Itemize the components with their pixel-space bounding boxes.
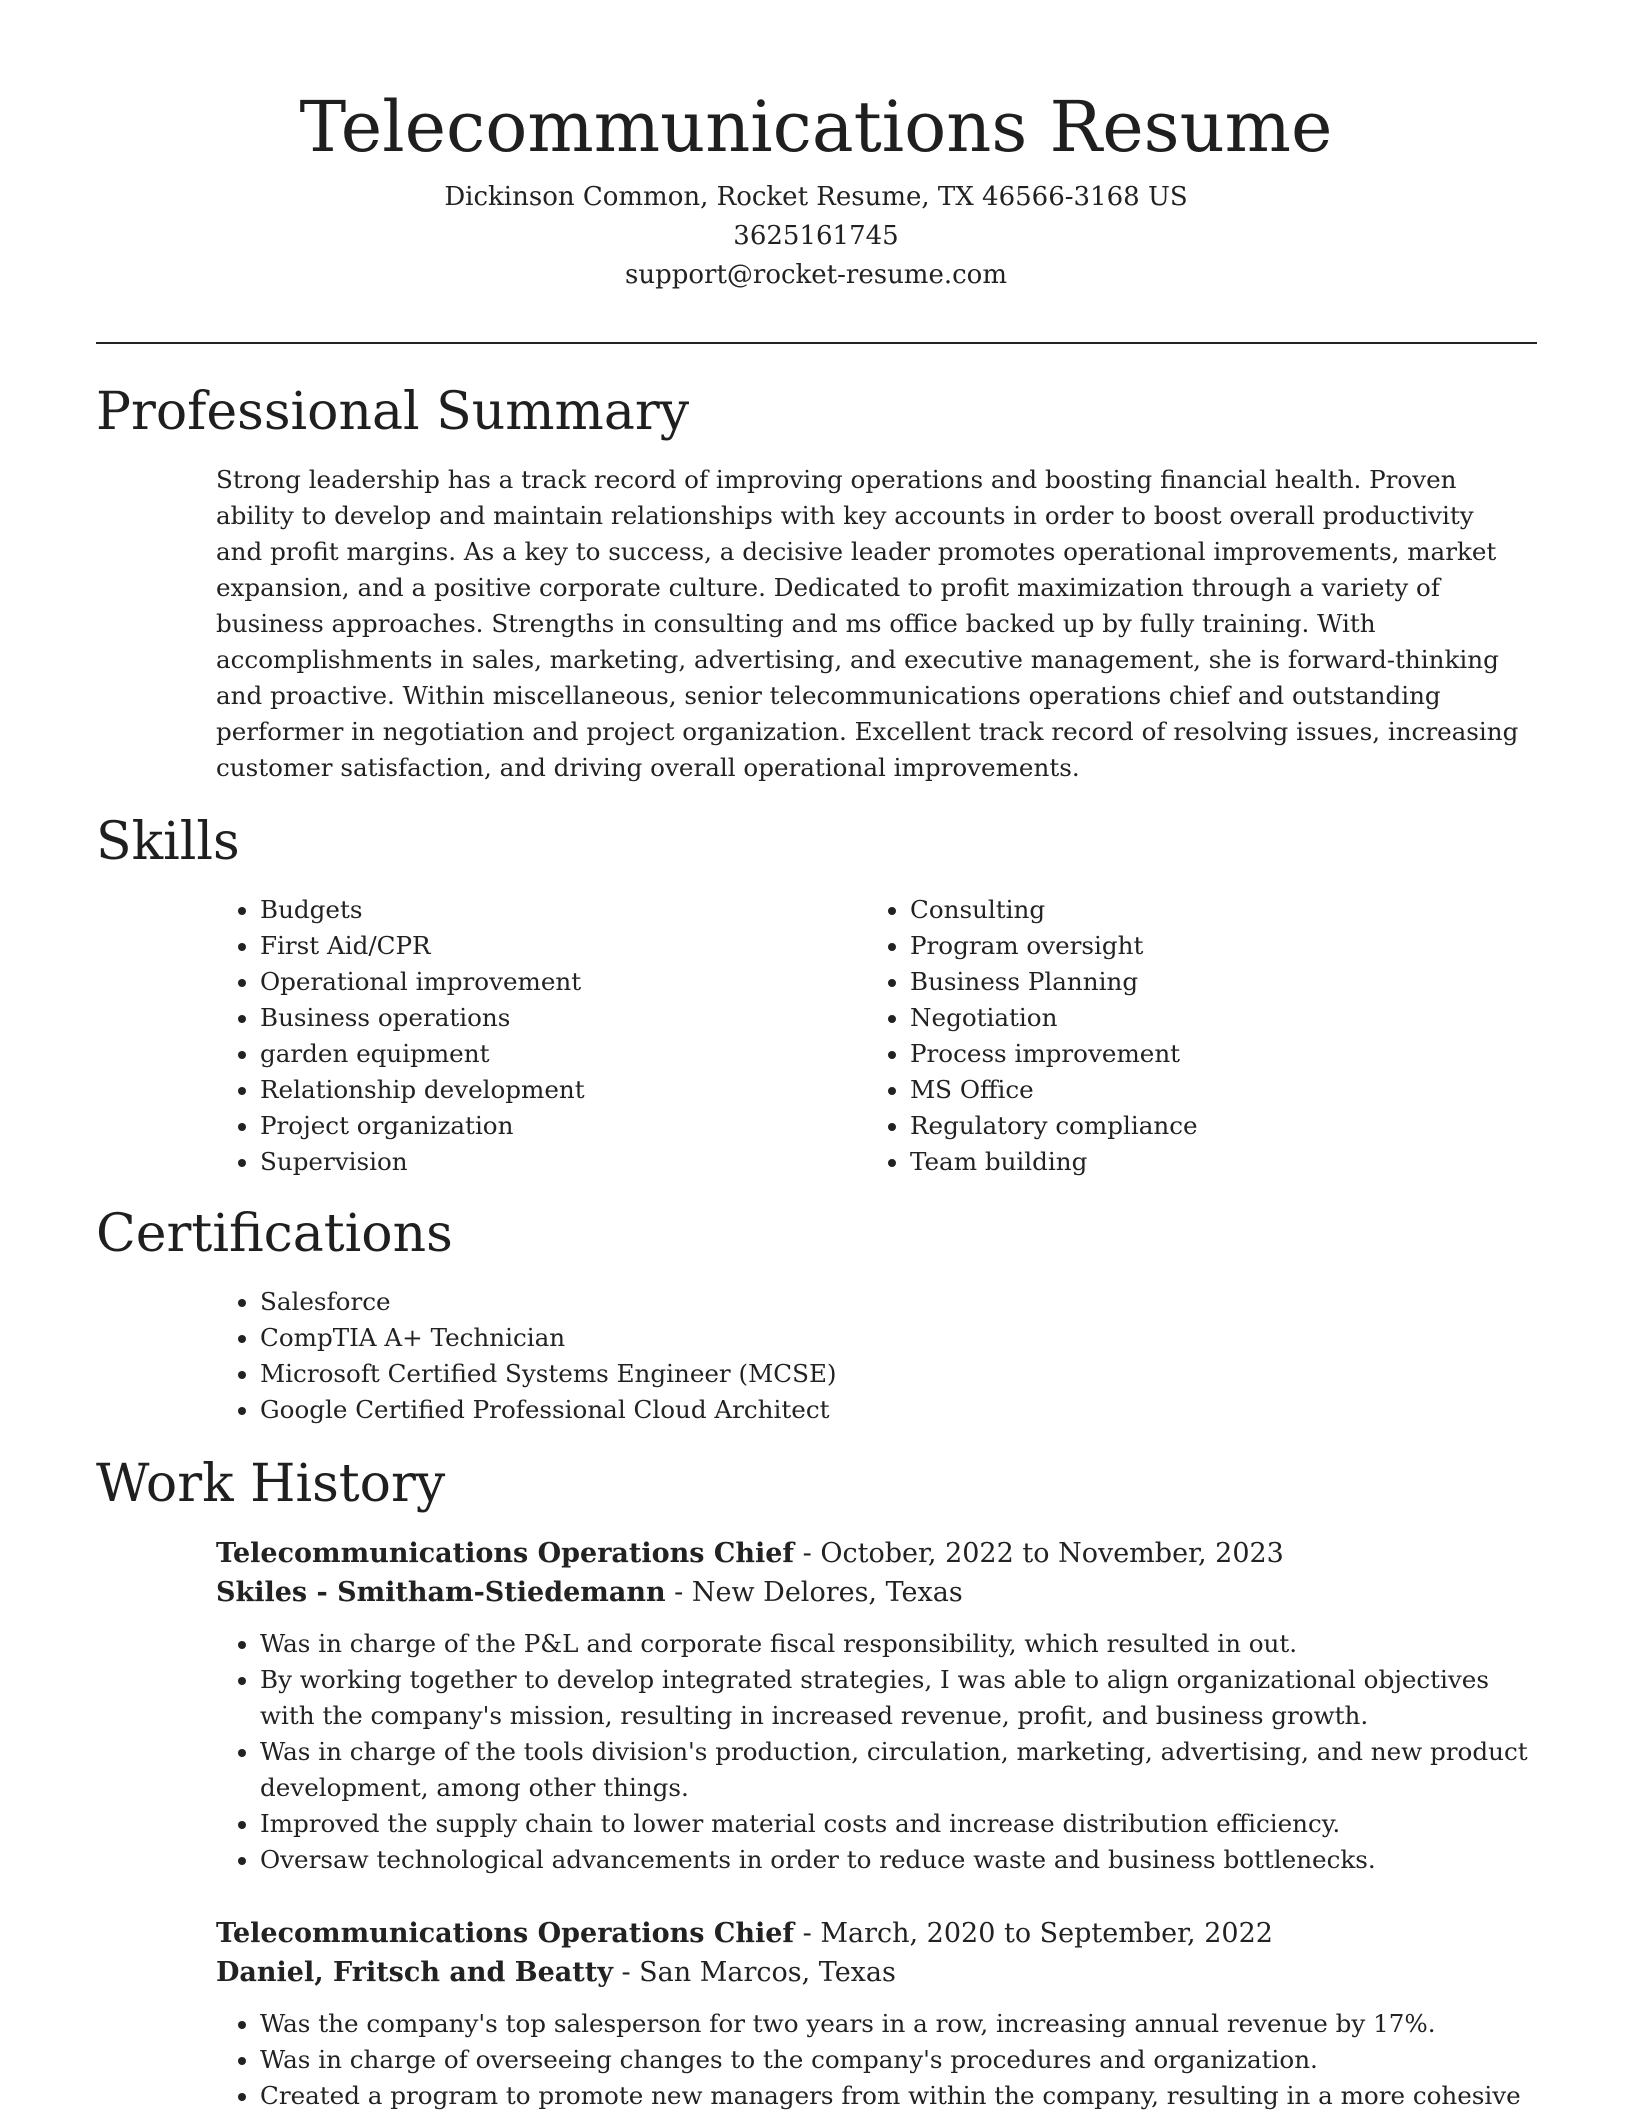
job-role-line [216, 1534, 1536, 1573]
job-location: - New Delores, Texas [665, 1577, 963, 1608]
section-title-summary: Professional Summary [96, 382, 690, 442]
skill-item: • Project organization [260, 1108, 585, 1144]
job-bullets [216, 1626, 1536, 1878]
job-bullet: • Oversaw technological advancements in order to reduce waste and business bottlenecks. [260, 1842, 1536, 1878]
certification-item: • Microsoft Certified Systems Engineer (MCSE) [260, 1356, 837, 1392]
skill-item: • Business operations [260, 1000, 585, 1036]
skill-item: • Operational improvement [260, 964, 585, 1000]
skill-item: • Consulting [910, 892, 1198, 928]
job-entry [216, 1914, 1536, 2114]
header-divider [96, 342, 1537, 344]
certifications-list [216, 1284, 837, 1428]
job-bullets [216, 2006, 1536, 2114]
skill-item: • Budgets [260, 892, 585, 928]
job-dates: - October, 2022 to November, 2023 [794, 1538, 1284, 1569]
job-company: Skiles - Smitham-Stiedemann [216, 1577, 666, 1608]
contact-phone: 3625161745 [733, 221, 899, 251]
skill-item: • Program oversight [910, 928, 1198, 964]
section-title-certifications: Certifications [96, 1204, 453, 1264]
skill-item: • Process improvement [910, 1036, 1198, 1072]
contact-block [0, 178, 1632, 295]
section-title-skills: Skills [96, 812, 240, 872]
job-dates: - March, 2020 to September, 2022 [794, 1918, 1273, 1949]
job-bullet: • Was in charge of overseeing changes to the company's procedures and organization. [260, 2042, 1536, 2078]
resume-header [0, 0, 1632, 295]
skills-list-right [866, 892, 1198, 1180]
job-bullet: • Was the company's top salesperson for two years in a row, increasing annual revenue by 17%. [260, 2006, 1536, 2042]
skill-item: • Team building [910, 1144, 1198, 1180]
job-entry [216, 1534, 1536, 1878]
skill-item: • Business Planning [910, 964, 1198, 1000]
job-role: Telecommunications Operations Chief [216, 1918, 795, 1949]
job-role: Telecommunications Operations Chief [216, 1538, 795, 1569]
skill-item: • Negotiation [910, 1000, 1198, 1036]
skill-item: • Relationship development [260, 1072, 585, 1108]
job-bullet: • Was in charge of the tools division's production, circulation, marketing, advertising, and new product development, among other things. [260, 1734, 1536, 1806]
skill-item: • garden equipment [260, 1036, 585, 1072]
job-bullet: • Improved the supply chain to lower material costs and increase distribution efficiency. [260, 1806, 1536, 1842]
summary-text: Strong leadership has a track record of improving operations and boosting financial health. Proven ability to develop and maintain relationships with key accounts in order to boost overall productivity and profit margins. As a key to success, a decisive leader promotes operational improvements, market expansion, and a positive corporate culture. Dedicated to profit maximization through a variety of business approaches. Strengths in consulting and ms office backed up by fully training. With accomplishments in sales, marketing, advertising, and executive management, she is forward-thinking and proactive. Within miscellaneous, senior telecommunications operations chief and outstanding performer in negotiation and project organization. Excellent track record of resolving issues, increasing customer satisfaction, and driving overall operational improvements. [216, 465, 1519, 782]
job-bullet: • Created a program to promote new managers from within the company, resulting in a more cohesive [260, 2078, 1536, 2114]
job-location: - San Marcos, Texas [612, 1957, 896, 1988]
job-company: Daniel, Fritsch and Beatty [216, 1957, 613, 1988]
job-role-line [216, 1914, 1536, 1953]
resume-title: Telecommunications Resume [299, 86, 1333, 168]
certification-item: • Salesforce [260, 1284, 837, 1320]
job-company-line [216, 1573, 1536, 1612]
contact-address: Dickinson Common, Rocket Resume, TX 46566-3168 US [444, 182, 1188, 212]
certification-item: • CompTIA A+ Technician [260, 1320, 837, 1356]
job-bullet: • By working together to develop integrated strategies, I was able to align organizational objectives with the company's mission, resulting in increased revenue, profit, and business growth. [260, 1662, 1536, 1734]
job-company-line [216, 1953, 1536, 1992]
job-bullet: • Was in charge of the P&L and corporate fiscal responsibility, which resulted in out. [260, 1626, 1536, 1662]
contact-email: support@rocket-resume.com [624, 260, 1007, 290]
skills-list-left [216, 892, 585, 1180]
certification-item: • Google Certified Professional Cloud Architect [260, 1392, 837, 1428]
skill-item: • Supervision [260, 1144, 585, 1180]
skill-item: • First Aid/CPR [260, 928, 585, 964]
section-title-work-history: Work History [96, 1454, 446, 1514]
skill-item: • MS Office [910, 1072, 1198, 1108]
skill-item: • Regulatory compliance [910, 1108, 1198, 1144]
